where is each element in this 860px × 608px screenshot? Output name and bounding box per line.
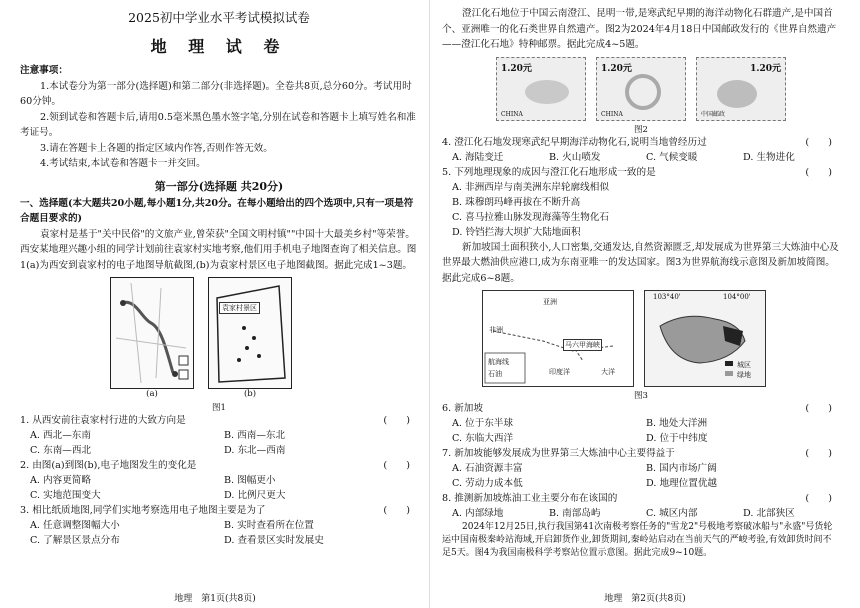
- question-stem: 4. 澄江化石地发现寒武纪早期海洋动物化石,说明当地曾经历过: [442, 136, 707, 148]
- option: A. 内部绿地: [452, 508, 504, 519]
- option: B. 地处大洋洲: [646, 418, 708, 429]
- notice-heading: 注意事项：: [20, 65, 68, 76]
- label-malacca: 马六甲海峡: [565, 341, 600, 349]
- notice-item: 3.请在答题卡上各题的指定区域内作答,否则作答无效。: [40, 142, 273, 154]
- option: D. 北部狭区: [743, 508, 795, 519]
- notice-item: 4.考试结束,本试卷和答题卡一并交回。: [40, 158, 206, 169]
- subject-title: 地 理 试 卷: [150, 37, 288, 56]
- answer-paren: ( ): [805, 136, 832, 148]
- notice-item: 1.本试卷分为第一部分(选择题)和第二部分(非选择题)。全卷共8页,总分60分。考试用时60分钟。: [20, 80, 412, 107]
- figure-2-caption: 图2: [634, 124, 648, 135]
- question-stem: 2. 由图(a)到图(b),电子地图发生的变化是: [20, 460, 197, 471]
- option: C. 城区内部: [646, 508, 698, 519]
- option: C. 喜马拉雅山脉发现海藻等生物化石: [452, 211, 610, 223]
- answer-paren: ( ): [805, 493, 832, 504]
- question-8: [442, 491, 840, 521]
- stamp-value: 1.20元: [601, 63, 632, 74]
- lon-label-2: 104°00': [723, 293, 751, 301]
- map-b-scenic: [208, 277, 292, 389]
- option: A. 海陆变迁: [452, 151, 504, 163]
- option: B. 珠穆朗玛峰再拔在不断升高: [452, 196, 581, 208]
- stamp-value: 1.20元: [501, 63, 532, 74]
- option: C. 劳动力成本低: [452, 478, 523, 489]
- label-africa: 非洲: [489, 326, 503, 334]
- map-shipping-routes: [482, 290, 634, 387]
- legend-oil: 石油: [488, 370, 502, 378]
- page-footer: 地理 第1页(共8页): [174, 594, 256, 604]
- option: A. 石油资源丰富: [452, 463, 523, 474]
- page-footer: 地理 第2页(共8页): [604, 594, 686, 604]
- figure-1-caption: 图1: [212, 403, 226, 413]
- exam-title: 2025初中学业水平考试模拟试卷: [128, 10, 310, 25]
- answer-paren: ( ): [383, 415, 410, 426]
- option: B. 西南—东北: [224, 430, 286, 441]
- question-1: [20, 413, 418, 458]
- stamp-country: CHINA: [501, 110, 523, 118]
- fig-a-label: (a): [146, 389, 158, 399]
- option: C. 气候变暖: [646, 151, 698, 163]
- option: B. 国内市场广阔: [646, 463, 717, 474]
- label-oceania: 大洋: [601, 368, 615, 376]
- option: B. 火山喷发: [549, 151, 601, 163]
- answer-paren: ( ): [805, 403, 832, 414]
- question-5: [442, 165, 840, 240]
- stamp: [596, 57, 686, 121]
- option: D. 东北—西南: [224, 445, 286, 456]
- option: A. 内容更简略: [30, 475, 91, 486]
- part-one-title: 第一部分(选择题 共20分): [154, 179, 284, 193]
- option: D. 位于中纬度: [646, 433, 708, 444]
- question-3: [20, 503, 418, 548]
- option: C. 东南—西北: [30, 445, 92, 456]
- option: D. 地理位置优越: [646, 478, 718, 489]
- legend-route: 航海线: [488, 358, 509, 366]
- answer-paren: ( ): [383, 460, 410, 471]
- option: D. 铃铛拦海大坝扩大陆地面积: [452, 226, 581, 238]
- answer-paren: ( ): [383, 505, 410, 516]
- legend-urban: 城区: [737, 361, 751, 369]
- notice-item: 2.领到试卷和答题卡后,请用0.5毫米黑色墨水签字笔,分别在试卷和答题卡上填写姓名和准考证号。: [20, 111, 416, 138]
- legend-green: 绿地: [737, 371, 751, 379]
- figure-2-stamps: [442, 57, 840, 121]
- question-6: [442, 401, 840, 446]
- option: B. 南部岛屿: [549, 508, 601, 519]
- option: D. 查看景区实时发展史: [224, 535, 324, 546]
- figure-3-caption: 图3: [634, 391, 648, 401]
- question-stem: 5. 下列地理现象的成因与澄江化石地形成一致的是: [442, 166, 656, 178]
- stamp-country: 中国邮政: [701, 110, 726, 118]
- question-2: [20, 458, 418, 503]
- question-4: [442, 135, 840, 165]
- section-intro: 一、选择题(本大题共20小题,每小题1分,共20分。在每小题给出的四个选项中,只有一项是符合题目要求的): [20, 197, 414, 224]
- map-a-navigation: [110, 277, 194, 389]
- figure-1: [110, 277, 418, 399]
- question-stem: 8. 推测新加坡炼油工业主要分布在该国的: [442, 493, 618, 504]
- question-stem: 1. 从西安前往袁家村行进的大致方向是: [20, 415, 186, 426]
- right-page: [430, 0, 860, 608]
- stamp: [696, 57, 786, 121]
- question-stem: 7. 新加坡能够发展成为世界第三大炼油中心主要得益于: [442, 448, 675, 459]
- option: A. 任意调整图幅大小: [30, 520, 120, 531]
- option: C. 了解景区景点分布: [30, 535, 120, 546]
- option: B. 图幅更小: [224, 475, 276, 486]
- lon-label-1: 103°40': [653, 293, 681, 301]
- passage-antarctic: 2024年12月25日,执行我国第41次南极考察任务的"雪龙2"号极地考察破冰船与"永盛"号货轮运中国南极秦岭站海域,开启卸货作业,卸货期间,秦岭站启动在当前天气的严峻考验,有效卸货时间不足5天。图4为我国南极科学考察站位置示意图。据此完成9~10题。: [442, 522, 833, 558]
- answer-paren: ( ): [805, 166, 832, 178]
- passage-chengjiang: 澄江化石地位于中国云南澄江、昆明一带,是寒武纪早期的海洋动物化石群遗产,是中国首个、亚洲唯一的化石类世界自然遗产。图2为2024年4月18日中国邮政发行的《世界自然遗产——澄江化石地》特种邮票。据此完成4~5题。: [442, 8, 837, 50]
- answer-paren: ( ): [805, 448, 832, 459]
- question-stem: 6. 新加坡: [442, 403, 483, 414]
- stamp-value: 1.20元: [750, 63, 781, 74]
- passage-yuanjia: 袁家村是基于"关中民俗"的文旅产业,曾荣获"全国文明村镇""中国十大最美乡村"等荣誉。西安某地理兴趣小组的同学计划前往袁家村实地考察,他们用手机电子地图查询了相关信息。图1(a)为西安到袁家村的电子地图导航截图,(b)为袁家村景区电子地图截图。据此完成1~3题。: [20, 228, 417, 271]
- stamp-country: CHINA: [601, 110, 623, 118]
- option: C. 东临大西洋: [452, 433, 514, 444]
- option: A. 位于东半球: [452, 418, 513, 429]
- fig-b-label: (b): [243, 389, 257, 399]
- question-stem: 3. 相比纸质地图,同学们实地考察选用电子地图主要是为了: [20, 505, 266, 516]
- figure-3-maps: [482, 290, 840, 387]
- option: B. 实时查看所在位置: [224, 520, 314, 531]
- passage-singapore: 新加坡国土面积狭小,人口密集,交通发达,自然资源匮乏,却发展成为世界第三大炼油中心及世界最大燃油供应港口,成为东南亚唯一的发达国家。图3为世界航海线示意图及新加坡简图。据此完成6~8题。: [442, 241, 839, 284]
- label-asia: 亚洲: [543, 298, 557, 306]
- question-7: [442, 446, 840, 491]
- label-indian-ocean: 印度洋: [549, 368, 570, 376]
- option: D. 比例尺更大: [224, 490, 286, 501]
- option: A. 西北—东南: [30, 430, 91, 441]
- map-b-label: 袁家村景区: [219, 302, 260, 314]
- map-singapore: [644, 290, 766, 387]
- option: C. 实地范围变大: [30, 490, 101, 501]
- option: A. 非洲西岸与南美洲东岸轮廓线相似: [452, 181, 609, 193]
- stamp: [496, 57, 586, 121]
- option: D. 生物进化: [743, 151, 795, 163]
